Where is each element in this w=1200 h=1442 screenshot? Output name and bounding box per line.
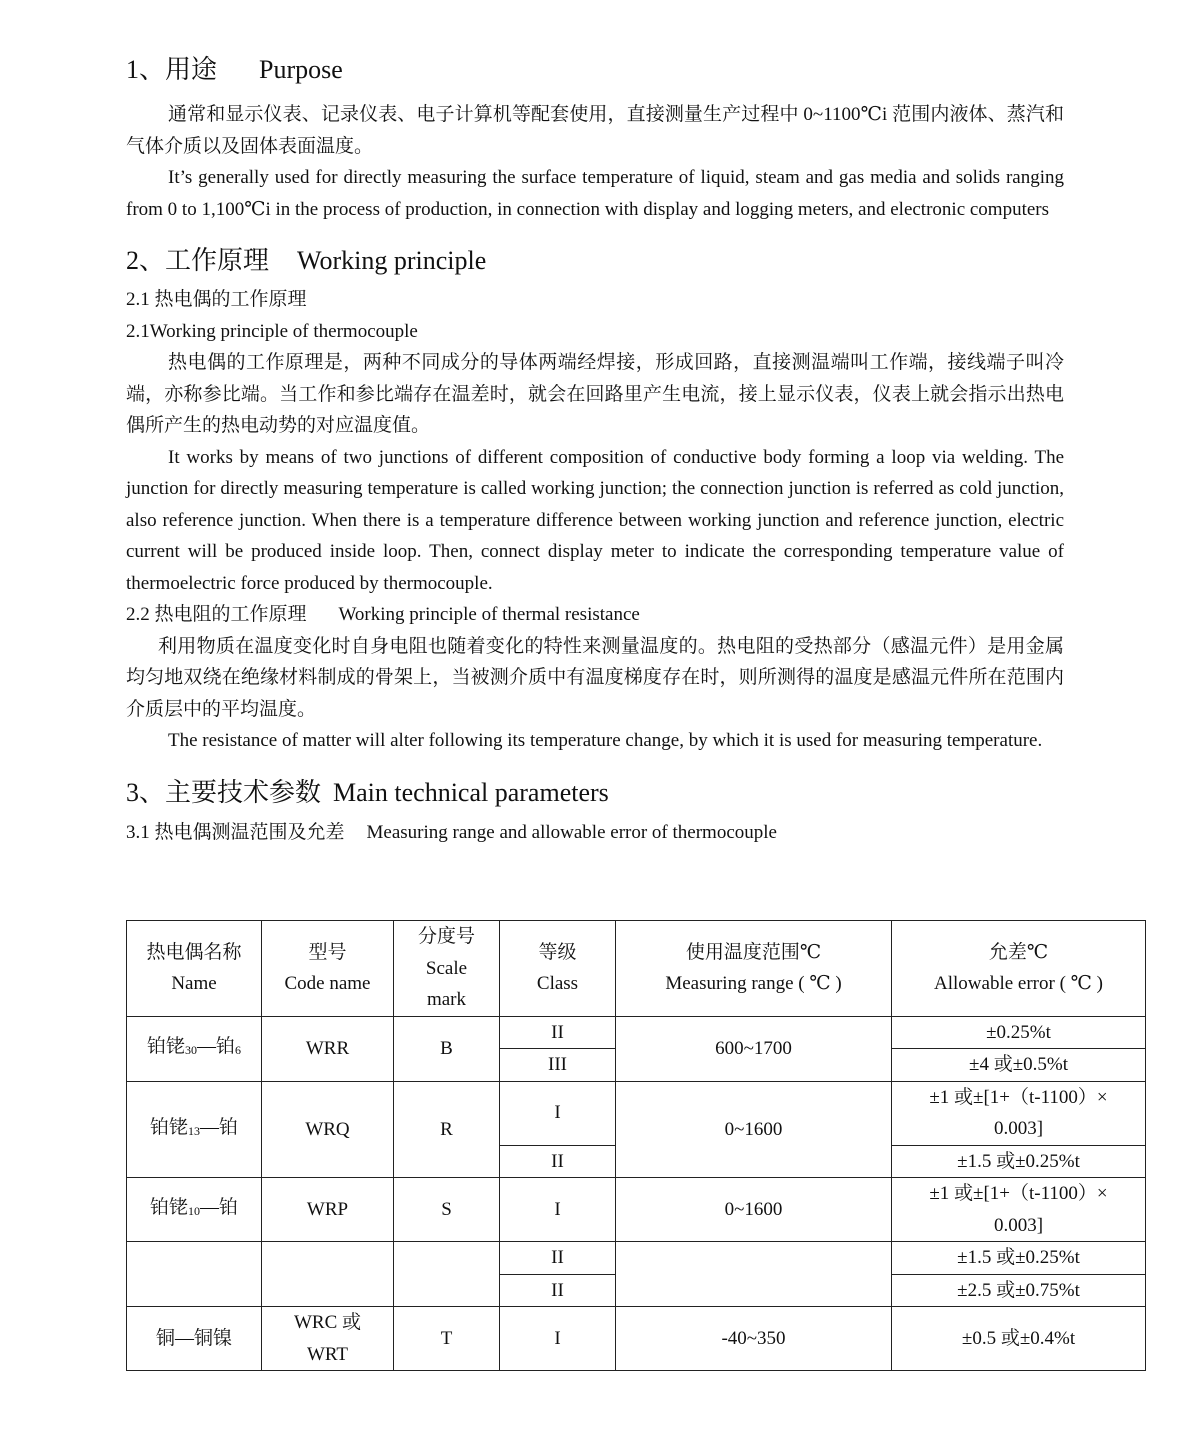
cell-class: II (500, 1145, 616, 1178)
table-row (127, 1242, 1146, 1275)
section1-title-cn: 1、用途 (126, 55, 218, 84)
cell-scale: S (394, 1178, 500, 1242)
cell-error: ±1.5 或±0.25%t (892, 1242, 1146, 1275)
cell-name: 铂铑$_{13}$—铂 (127, 1081, 262, 1178)
section3-title-en: Main technical parameters (333, 777, 609, 807)
cell-code: WRP (262, 1178, 394, 1242)
cell-error: ±0.25%t (892, 1016, 1146, 1049)
table-row (127, 1307, 1146, 1371)
cell-class: II (500, 1242, 616, 1275)
cell-range: 600~1700 (616, 1016, 892, 1081)
header-range: 使用温度范围℃ Measuring range ( ℃ ) (616, 921, 892, 1017)
cell-error: ±4 或±0.5%t (892, 1049, 1146, 1082)
table-row (127, 1178, 1146, 1242)
cell-range: 0~1600 (616, 1178, 892, 1242)
cell-class: II (500, 1274, 616, 1307)
cell-class: I (500, 1081, 616, 1145)
cell-range-empty (616, 1242, 892, 1307)
section3-title-cn: 3、主要技术参数 (126, 777, 322, 807)
section1-heading (126, 48, 1064, 92)
cell-code: WRQ (262, 1081, 394, 1178)
cell-class: II (500, 1016, 616, 1049)
subsection-2-2-en: Working principle of thermal resistance (338, 604, 640, 625)
cell-scale: T (394, 1307, 500, 1371)
cell-scale: R (394, 1081, 500, 1178)
cell-error: ±1.5 或±0.25%t (892, 1145, 1146, 1178)
subsection-2-1-para-en: It works by means of two junctions of different composition of conductive body forming a loop via welding. The junction for directly measuring temperature is called working junction; the connection junction is referred as cold junction, also reference junction. When there is a temperature difference between working junction and reference junction, electric current will be produced inside loop. Then, connect display meter to indicate the corresponding temperature value of thermoelectric force produced by thermocouple. (126, 446, 1064, 594)
cell-scale-empty (394, 1242, 500, 1307)
cell-class: III (500, 1049, 616, 1082)
subsection-3-1-en: Measuring range and allowable error of thermocouple (366, 821, 777, 843)
cell-error: ±1 或±[1+（t-1100）× 0.003] (892, 1081, 1146, 1145)
cell-code: WRR (262, 1016, 394, 1081)
subsection-2-1-para-cn: 热电偶的工作原理是，两种不同成分的导体两端经焊接，形成回路，直接测温端叫工作端，接线端子叫冷端，亦称参比端。当工作和参比端存在温差时，就会在回路里产生电流，接上显示仪表，仪表上就会指示出热电偶所产生的热电动势的对应温度值。 (126, 352, 1064, 436)
subsection-2-2-para-en: The resistance of matter will alter following its temperature change, by which it is used for measuring temperature. (168, 730, 1043, 751)
thermocouple-parameter-table (126, 920, 1146, 1371)
cell-name: 铂铑$_{30}$—铂$_6$ (127, 1016, 262, 1081)
cell-name: 铜—铜镍 (127, 1307, 262, 1371)
cell-class: I (500, 1307, 616, 1371)
subsection-2-1-en: 2.1Working principle of thermocouple (126, 320, 418, 342)
header-name: 热电偶名称 Name (127, 921, 262, 1017)
subsection-2-2-heading (126, 599, 1064, 631)
table-row (127, 1081, 1146, 1145)
section1-para-en: It’s generally used for directly measuring the surface temperature of liquid, steam and gas media and solids ranging from 0 to 1,100℃i in the process of production, in connection with display and logging meters, and electronic computers (126, 167, 1064, 220)
subsection-3-1-heading (126, 817, 1064, 849)
section1-para-cn: 通常和显示仪表、记录仪表、电子计算机等配套使用，直接测量生产过程中 0~1100℃i 范围内液体、蒸汽和气体介质以及固体表面温度。 (126, 104, 1064, 157)
section2-title-en: Working principle (297, 246, 487, 275)
table-row (127, 1016, 1146, 1049)
section1-title-en: Purpose (259, 55, 343, 84)
header-class: 等级 Class (500, 921, 616, 1017)
header-code: 型号 Code name (262, 921, 394, 1017)
table-header-row (127, 921, 1146, 1017)
cell-code-empty (262, 1242, 394, 1307)
document-page (126, 48, 1064, 848)
subsection-2-1-cn: 2.1 热电偶的工作原理 (126, 289, 307, 310)
header-scale: 分度号 Scale mark (394, 921, 500, 1017)
cell-scale: B (394, 1016, 500, 1081)
cell-name-empty (127, 1242, 262, 1307)
cell-name: 铂铑$_{10}$—铂 (127, 1178, 262, 1242)
cell-error: ±2.5 或±0.75%t (892, 1274, 1146, 1307)
subsection-2-2-para-cn: 利用物质在温度变化时自身电阻也随着变化的特性来测量温度的。热电阻的受热部分（感温元件）是用金属均匀地双绕在绝缘材料制成的骨架上，当被测介质中有温度梯度存在时，则所测得的温度是感温元件所在范围内介质层中的平均温度。 (126, 635, 1064, 720)
cell-range: -40~350 (616, 1307, 892, 1371)
header-error: 允差℃ Allowable error ( ℃ ) (892, 921, 1146, 1017)
cell-error: ±0.5 或±0.4%t (892, 1307, 1146, 1371)
cell-code: WRC 或 WRT (262, 1307, 394, 1371)
subsection-3-1-cn: 3.1 热电偶测温范围及允差 (126, 821, 345, 843)
section3-heading (126, 771, 1064, 815)
cell-range: 0~1600 (616, 1081, 892, 1178)
section2-title-cn: 2、工作原理 (126, 246, 270, 275)
subsection-2-2-cn: 2.2 热电阻的工作原理 (126, 604, 307, 625)
section2-heading (126, 239, 1064, 283)
cell-class: I (500, 1178, 616, 1242)
cell-error: ±1 或±[1+（t-1100）× 0.003] (892, 1178, 1146, 1242)
